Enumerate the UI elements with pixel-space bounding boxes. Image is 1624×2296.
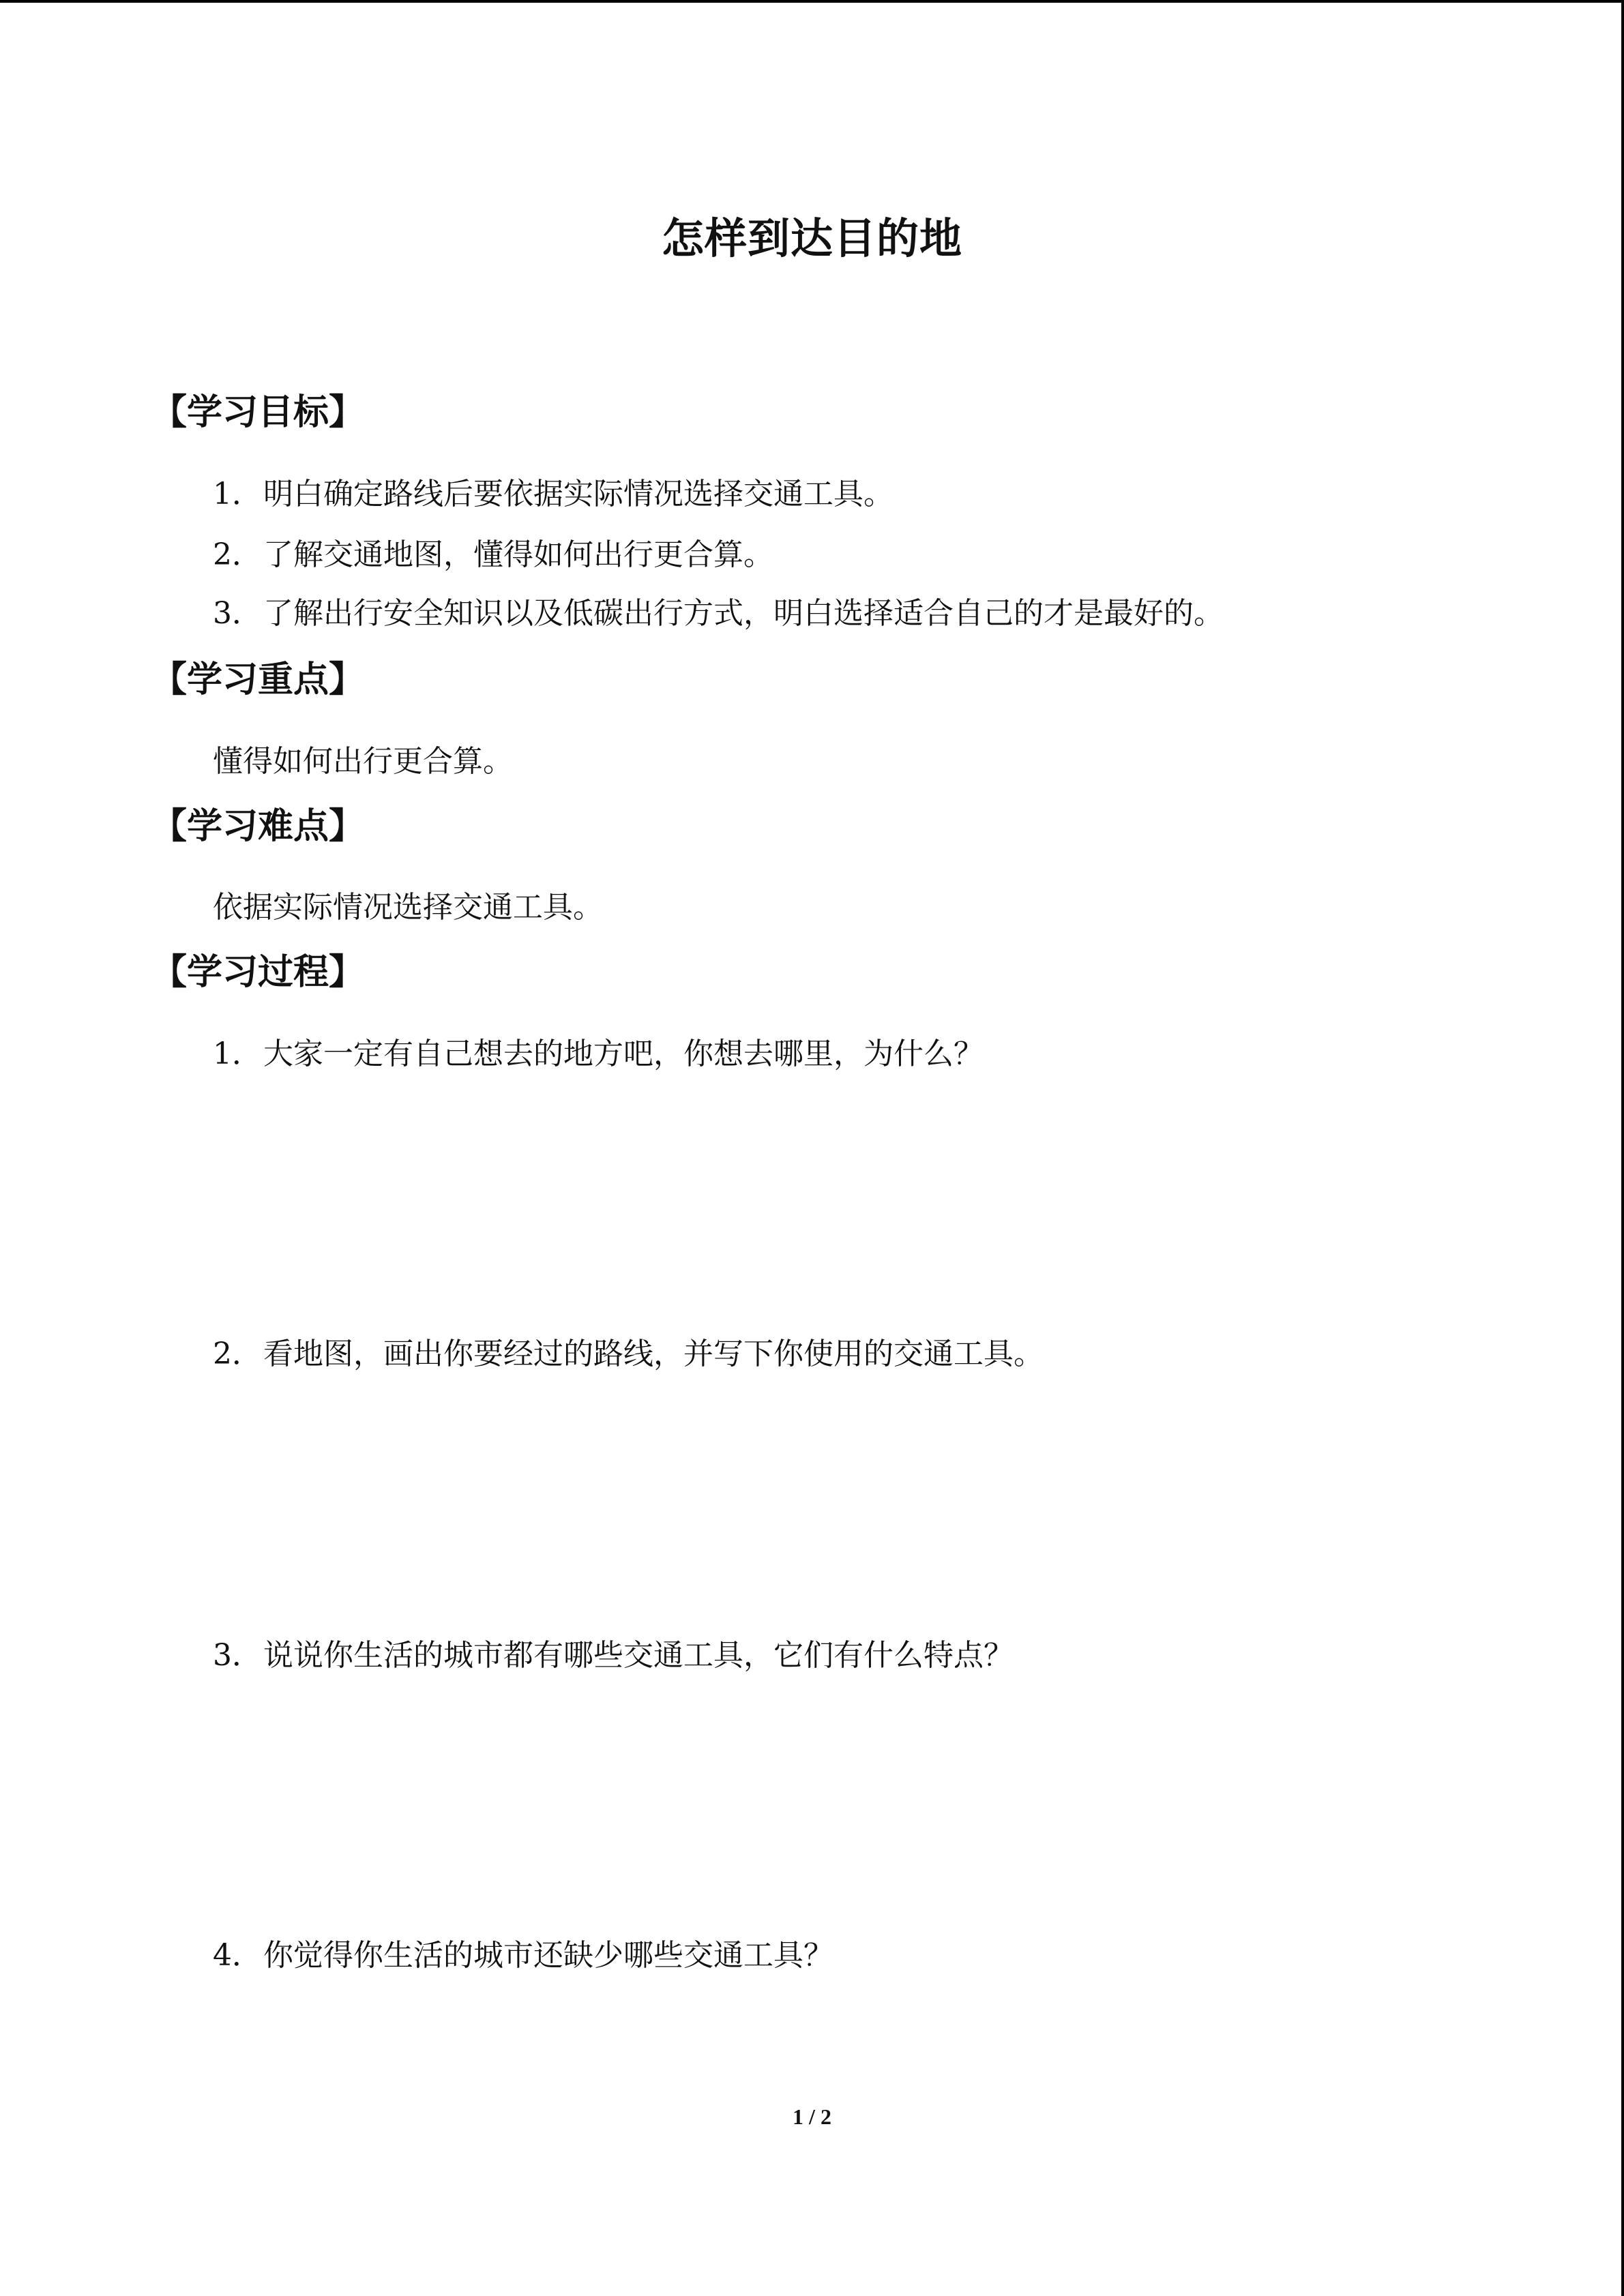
process-question-text: 大家一定有自己想去的地方吧，你想去哪里，为什么？ [263,1037,984,1071]
objective-item [213,473,894,516]
difficulties-heading: 【学习难点】 [151,806,365,847]
process-question-number: 2． [213,1337,262,1371]
objective-item [213,593,1224,635]
process-heading: 【学习过程】 [151,952,365,993]
key-points-text: 懂得如何出行更合算。 [213,744,513,779]
objective-item-text: 了解交通地图，懂得如何出行更合算。 [263,537,773,572]
document-title: 怎样到达目的地 [661,213,962,263]
page-number: 1 / 2 [793,2104,831,2129]
process-question-text: 看地图，画出你要经过的路线，并写下你使用的交通工具。 [263,1337,1044,1371]
process-question [213,1635,1014,1677]
process-question-number: 1． [213,1037,262,1071]
objective-item [213,534,773,576]
key-points-heading: 【学习重点】 [151,659,365,700]
process-question [213,1935,833,1977]
process-question [213,1033,984,1075]
page-border-top [0,0,1624,3]
process-question-number: 4． [213,1938,262,1973]
page-border-right [1621,0,1624,2296]
difficulties-text: 依据实际情况选择交通工具。 [213,890,603,925]
objective-item-number: 2． [213,537,262,572]
process-question-number: 3． [213,1638,262,1673]
objective-item-text: 明白确定路线后要依据实际情况选择交通工具。 [263,477,894,511]
process-question [213,1333,1044,1375]
objective-item-number: 1． [213,477,262,511]
process-question-text: 你觉得你生活的城市还缺少哪些交通工具？ [263,1938,833,1973]
objectives-heading: 【学习目标】 [151,392,365,433]
objective-item-number: 3． [213,596,262,631]
objective-item-text: 了解出行安全知识以及低碳出行方式，明白选择适合自己的才是最好的。 [263,596,1224,631]
process-question-text: 说说你生活的城市都有哪些交通工具，它们有什么特点？ [263,1638,1014,1673]
